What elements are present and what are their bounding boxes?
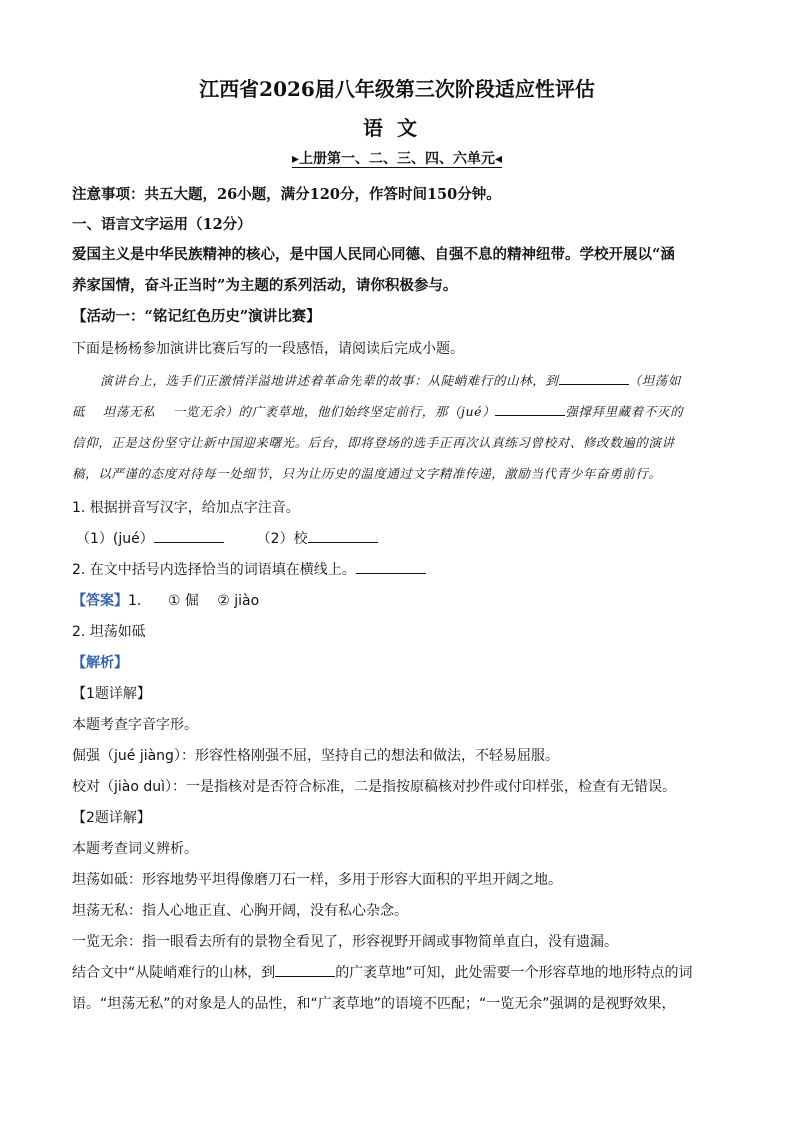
answer-blank[interactable] (559, 372, 629, 385)
passage-line-3: 信仰，正是这份坚守让新中国迎来曙光。后台，即将登场的选手正再次认真练习曾校对、修改数遍的演讲 (72, 435, 675, 450)
answer-blank[interactable] (308, 530, 378, 543)
answer-2: ② jiào (217, 593, 260, 609)
analysis-label: 【解析】 (72, 655, 128, 671)
question-2 (72, 559, 426, 579)
passage-text: 砥 坦荡无私 一览无余）的广袤草地，他们始终坚定前行，那（jué） (72, 404, 496, 419)
answer-label: 【答案】 (72, 593, 128, 609)
activity-desc: 下面是杨杨参加演讲比赛后写的一段感悟，请阅读后完成小题。 (72, 341, 464, 357)
q2-text: 2. 在文中括号内选择恰当的词语填在横线上。 (72, 562, 356, 578)
subject-title: 语文 (363, 116, 431, 140)
question-1: 1. 根据拼音写汉字，给加点字注音。 (72, 500, 300, 516)
answer-num: 1. (128, 593, 142, 609)
detail-2-line-1: 本题考查词义辨析。 (72, 841, 198, 857)
detail-2-line-2: 坦荡如砥：形容地势平坦得像磨刀石一样，多用于形容大面积的平坦开阔之地。 (72, 872, 562, 888)
detail-1-line-2: 倔强（jué jiàng）：形容性格刚强不屈，坚持自己的想法和做法，不轻易屈服。 (72, 748, 559, 764)
detail-2-line-6: 语。“坦荡无私”的对象是人的品性，和“广袤草地”的语境不匹配；“一览无余”强调的是视野效果， (72, 996, 676, 1012)
passage-line-1 (100, 371, 681, 389)
answer-1: ① 倔 (167, 593, 199, 609)
passage-text: 强撑拜里藏着不灭的 (565, 404, 684, 419)
d2-text: 结合文中“从陡峭难行的山林，到 (72, 965, 276, 981)
answer-line (72, 590, 259, 610)
answer-blank[interactable] (154, 530, 224, 543)
scope-text: ▸上册第一、二、三、四、六单元◂ (291, 151, 503, 167)
detail-2-heading: 【2题详解】 (72, 810, 151, 826)
passage-text: （坦荡如 (628, 373, 681, 388)
scope-line (0, 148, 794, 168)
detail-2-line-4: 一览无余：指一眼看去所有的景物全看见了，形容视野开阔或事物简单直白，没有遗漏。 (72, 934, 618, 950)
intro-line-2: 养家国情，奋斗正当时”为主题的系列活动，请你积极参与。 (72, 277, 458, 294)
answer-blank[interactable] (275, 964, 335, 977)
detail-2-line-5 (72, 962, 693, 982)
detail-1-line-1: 本题考查字音字形。 (72, 717, 198, 733)
passage-line-4: 稿，以严谨的态度对待每一处细节，只为让历史的温度通过文字精准传递，激励当代青少年奋勇前行。 (72, 466, 662, 481)
d2-text: 的广袤草地”可知，此处需要一个形容草地的地形特点的词 (335, 965, 693, 981)
page-title: 江西省2026届八年级第三次阶段适应性评估 (199, 77, 595, 101)
section-heading: 一、语言文字运用（12分） (72, 216, 252, 233)
q1-part-a: （1）(jué） (76, 531, 154, 547)
question-1-parts (76, 528, 378, 548)
answer-blank[interactable] (356, 561, 426, 574)
detail-1-heading: 【1题详解】 (72, 686, 151, 702)
notice: 注意事项：共五大题，26小题，满分120分，作答时间150分钟。 (72, 186, 501, 203)
passage-text: 演讲台上，选手们正激情洋溢地讲述着革命先辈的故事：从陡峭难行的山林，到 (100, 373, 559, 388)
intro-line-1: 爱国主义是中华民族精神的核心，是中国人民同心同德、自强不息的精神纽带。学校开展以“涵 (72, 246, 675, 263)
q1-part-b: （2）校 (256, 531, 308, 547)
detail-2-line-3: 坦荡无私：指人心地正直、心胸开阔，没有私心杂念。 (72, 903, 408, 919)
detail-1-line-3: 校对（jiào duì）：一是指核对是否符合标准，二是指按原稿核对抄件或付印样张，检查有无错误。 (72, 779, 677, 795)
passage-line-2 (72, 402, 683, 420)
answer-blank[interactable] (495, 403, 565, 416)
answer-2-line: 2. 坦荡如砥 (72, 624, 146, 640)
activity-heading: 【活动一：“铭记红色历史”演讲比赛】 (72, 308, 321, 325)
